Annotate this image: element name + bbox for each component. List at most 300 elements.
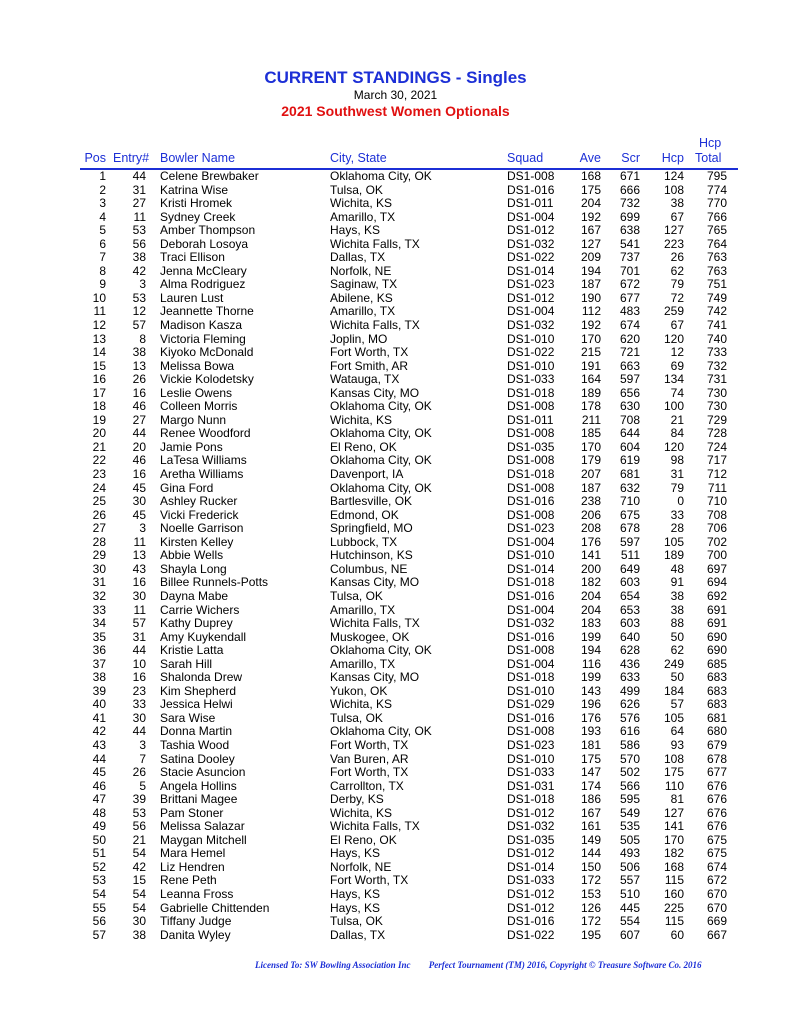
entry-cell: 53 [132,290,146,305]
entry-cell: 42 [132,263,146,278]
bowler-name-cell: Kirsten Kelley [160,534,234,549]
squad-cell: DS1-029 [507,697,555,712]
city-state-cell: Amarillo, TX [330,209,396,224]
entry-cell: 23 [132,683,146,698]
handicap-cell: 160 [663,886,684,901]
entry-cell: 11 [133,209,146,224]
bowler-name-cell: Gabrielle Chittenden [160,900,270,915]
squad-cell: DS1-008 [507,169,555,183]
average-cell: 207 [580,467,601,482]
hcp-total-cell: 678 [706,751,727,766]
entry-cell: 11 [133,534,146,549]
hcp-total-cell: 731 [706,372,727,387]
scratch-cell: 671 [619,169,640,183]
squad-cell: DS1-016 [507,710,555,725]
hcp-total-cell: 749 [706,290,727,305]
bowler-name-cell: Satina Dooley [160,751,235,766]
squad-cell: DS1-010 [507,548,555,563]
bowler-name-cell: Rene Peth [160,873,217,888]
handicap-cell: 69 [670,358,684,373]
squad-cell: DS1-018 [507,467,555,482]
pos-cell: 12 [92,318,106,333]
pos-cell: 24 [92,480,106,495]
squad-cell: DS1-016 [507,494,555,509]
squad-cell: DS1-004 [507,602,555,617]
table-row [0,590,791,604]
average-cell: 187 [580,277,601,292]
average-cell: 176 [580,710,601,725]
average-cell: 172 [580,873,601,888]
bowler-name-cell: Melissa Salazar [160,819,245,834]
scratch-cell: 607 [619,927,640,942]
city-state-cell: Lubbock, TX [330,534,398,549]
scratch-cell: 620 [619,331,640,346]
average-cell: 192 [580,318,601,333]
bowler-name-cell: Tiffany Judge [160,914,232,929]
bowler-name-cell: Lauren Lust [160,290,224,305]
table-row [0,793,791,807]
entry-cell: 20 [132,439,146,454]
average-cell: 174 [580,778,601,793]
squad-cell: DS1-012 [507,900,555,915]
scratch-cell: 630 [619,399,640,414]
pos-cell: 19 [92,412,106,427]
entry-cell: 57 [132,616,146,631]
average-cell: 194 [580,263,601,278]
col-header-total-top: Hcp [699,136,722,150]
bowler-name-cell: Gina Ford [160,480,214,495]
average-cell: 170 [580,439,601,454]
table-row [0,292,791,306]
entry-cell: 10 [132,656,146,671]
scratch-cell: 603 [619,616,640,631]
event-name: 2021 Southwest Women Optionals [281,103,510,119]
col-header-total-label: Total [695,151,722,165]
scratch-cell: 678 [619,521,640,536]
table-row [0,211,791,225]
handicap-cell: 74 [670,385,684,400]
squad-cell: DS1-004 [507,534,555,549]
bowler-name-cell: Shalonda Drew [160,670,243,685]
average-cell: 191 [580,358,601,373]
scratch-cell: 541 [619,236,640,251]
pos-cell: 33 [92,602,106,617]
hcp-total-cell: 675 [706,846,727,861]
scratch-cell: 632 [619,480,640,495]
scratch-cell: 597 [619,372,640,387]
city-state-cell: Tulsa, OK [330,588,383,603]
entry-cell: 33 [132,697,146,712]
squad-cell: DS1-008 [507,453,555,468]
squad-cell: DS1-004 [507,656,555,671]
city-state-cell: Davenport, IA [330,467,404,482]
average-cell: 238 [580,494,601,509]
squad-cell: DS1-035 [507,439,555,454]
report-header [0,68,791,120]
hcp-total-cell: 702 [706,534,727,549]
bowler-name-cell: Abbie Wells [160,548,224,563]
table-row [0,902,791,916]
scratch-cell: 708 [619,412,640,427]
hcp-total-cell: 677 [706,765,727,780]
table-row [0,495,791,509]
squad-cell: DS1-023 [507,737,555,752]
handicap-cell: 33 [670,507,684,522]
average-cell: 161 [580,819,601,834]
table-row [0,373,791,387]
squad-cell: DS1-032 [507,318,555,333]
pos-cell: 37 [92,656,106,671]
entry-cell: 39 [132,792,146,807]
pos-cell: 13 [92,331,106,346]
table-row [0,360,791,374]
bowler-name-cell: Shayla Long [160,561,227,576]
city-state-cell: Oklahoma City, OK [330,453,432,468]
hcp-total-cell: 679 [706,737,727,752]
squad-cell: DS1-010 [507,331,555,346]
hcp-total-cell: 667 [706,927,727,942]
entry-cell: 16 [132,467,146,482]
handicap-cell: 182 [663,846,684,861]
pos-cell: 46 [92,778,106,793]
entry-cell: 27 [132,196,146,211]
scratch-cell: 710 [619,494,640,509]
city-state-cell: Derby, KS [330,792,384,807]
scratch-cell: 597 [619,534,640,549]
table-row [0,576,791,590]
squad-cell: DS1-008 [507,643,555,658]
average-cell: 195 [580,927,601,942]
hcp-total-cell: 729 [706,412,727,427]
scratch-cell: 656 [619,385,640,400]
squad-cell: DS1-033 [507,873,555,888]
squad-cell: DS1-032 [507,236,555,251]
bowler-name-cell: Deborah Losoya [160,236,249,251]
city-state-cell: Fort Worth, TX [330,765,409,780]
city-state-cell: Watauga, TX [330,372,400,387]
hcp-total-cell: 676 [706,805,727,820]
hcp-total-cell: 708 [706,507,727,522]
table-row [0,698,791,712]
scratch-cell: 721 [619,345,640,360]
handicap-cell: 88 [670,616,684,631]
table-row [0,739,791,753]
pos-cell: 35 [92,629,106,644]
pos-cell: 53 [92,873,106,888]
city-state-cell: Joplin, MO [330,331,388,346]
pos-cell: 21 [92,439,106,454]
entry-cell: 56 [132,236,146,251]
table-row [0,197,791,211]
scratch-cell: 483 [619,304,640,319]
table-row [0,509,791,523]
entry-cell: 56 [132,819,146,834]
hcp-total-cell: 691 [706,602,727,617]
bowler-name-cell: Danita Wyley [160,927,231,942]
handicap-cell: 79 [670,480,684,495]
average-cell: 206 [580,507,601,522]
entry-cell: 42 [132,859,146,874]
table-row [0,427,791,441]
entry-cell: 38 [132,927,146,942]
city-state-cell: Oklahoma City, OK [330,399,432,414]
handicap-cell: 249 [663,656,684,671]
city-state-cell: Wichita Falls, TX [330,819,420,834]
handicap-cell: 64 [670,724,684,739]
hcp-total-cell: 676 [706,792,727,807]
average-cell: 196 [580,697,601,712]
handicap-cell: 127 [663,805,684,820]
city-state-cell: Saginaw, TX [330,277,398,292]
table-row [0,170,791,184]
entry-cell: 15 [132,873,146,888]
handicap-cell: 62 [670,263,684,278]
hcp-total-cell: 683 [706,670,727,685]
squad-cell: DS1-008 [507,507,555,522]
average-cell: 209 [580,250,601,265]
pos-cell: 14 [92,345,106,360]
squad-cell: DS1-022 [507,250,555,265]
entry-cell: 44 [132,426,146,441]
squad-cell: DS1-031 [507,778,555,793]
bowler-name-cell: Sydney Creek [160,209,236,224]
pos-cell: 8 [99,263,106,278]
bowler-name-cell: Melissa Bowa [160,358,235,373]
scratch-cell: 640 [619,629,640,644]
pos-cell: 4 [99,209,106,224]
scratch-cell: 445 [619,900,640,915]
hcp-total-cell: 690 [706,643,727,658]
bowler-name-cell: Noelle Garrison [160,521,244,536]
average-cell: 199 [580,670,601,685]
handicap-cell: 110 [664,778,684,793]
average-cell: 181 [580,737,601,752]
squad-cell: DS1-008 [507,426,555,441]
scratch-cell: 675 [619,507,640,522]
pos-cell: 39 [92,683,106,698]
table-row [0,780,791,794]
average-cell: 186 [580,792,601,807]
hcp-total-cell: 681 [706,710,727,725]
table-row [0,644,791,658]
squad-cell: DS1-032 [507,616,555,631]
bowler-name-cell: Maygan Mitchell [160,832,247,847]
table-row [0,265,791,279]
table-row [0,753,791,767]
entry-cell: 16 [132,385,146,400]
average-cell: 179 [580,453,601,468]
handicap-cell: 62 [670,643,684,658]
footer [255,960,702,970]
city-state-cell: Oklahoma City, OK [330,724,432,739]
table-row [0,834,791,848]
handicap-cell: 100 [663,399,684,414]
table-row [0,468,791,482]
hcp-total-cell: 680 [706,724,727,739]
hcp-total-cell: 706 [706,521,727,536]
average-cell: 150 [580,859,601,874]
entry-cell: 26 [132,372,146,387]
squad-cell: DS1-016 [507,914,555,929]
scratch-cell: 699 [619,209,640,224]
bowler-name-cell: Margo Nunn [160,412,227,427]
average-cell: 193 [580,724,601,739]
table-row [0,278,791,292]
entry-cell: 26 [132,765,146,780]
hcp-total-cell: 751 [706,277,727,292]
bowler-name-cell: Renee Woodford [160,426,251,441]
city-state-cell: Columbus, NE [330,561,408,576]
squad-cell: DS1-012 [507,805,555,820]
hcp-total-cell: 685 [706,656,727,671]
hcp-total-cell: 733 [706,345,727,360]
bowler-name-cell: LaTesa Williams [160,453,247,468]
col-header-entry: Entry# [113,151,150,165]
pos-cell: 27 [92,521,106,536]
entry-cell: 7 [139,751,146,766]
squad-cell: DS1-012 [507,886,555,901]
bowler-name-cell: Colleen Morris [160,399,238,414]
table-row [0,820,791,834]
scratch-cell: 502 [619,765,640,780]
handicap-cell: 67 [670,209,684,224]
squad-cell: DS1-016 [507,182,555,197]
handicap-cell: 175 [663,765,684,780]
table-row [0,387,791,401]
squad-cell: DS1-023 [507,277,555,292]
scratch-cell: 644 [619,426,640,441]
handicap-cell: 115 [664,873,684,888]
squad-cell: DS1-008 [507,724,555,739]
city-state-cell: Muskogee, OK [330,629,410,644]
squad-cell: DS1-010 [507,751,555,766]
squad-cell: DS1-035 [507,832,555,847]
city-state-cell: Fort Worth, TX [330,873,409,888]
handicap-cell: 120 [663,331,684,346]
scratch-cell: 672 [619,277,640,292]
scratch-cell: 436 [619,656,640,671]
entry-cell: 46 [132,399,146,414]
pos-cell: 15 [92,358,106,373]
squad-cell: DS1-022 [507,927,555,942]
scratch-cell: 493 [619,846,640,861]
average-cell: 204 [580,588,601,603]
entry-cell: 57 [132,318,146,333]
handicap-cell: 105 [663,534,684,549]
pos-cell: 16 [92,372,106,387]
handicap-cell: 60 [670,927,684,942]
squad-cell: DS1-011 [507,412,554,427]
scratch-cell: 499 [619,683,640,698]
entry-cell: 11 [133,602,146,617]
handicap-cell: 225 [663,900,684,915]
handicap-cell: 57 [670,697,684,712]
city-state-cell: Oklahoma City, OK [330,169,432,183]
average-cell: 199 [580,629,601,644]
pos-cell: 32 [92,588,106,603]
entry-cell: 45 [132,480,146,495]
city-state-cell: Kansas City, MO [330,670,420,685]
hcp-total-cell: 690 [706,629,727,644]
bowler-name-cell: Kim Shepherd [160,683,237,698]
table-row [0,631,791,645]
handicap-cell: 38 [670,602,684,617]
city-state-cell: Hays, KS [330,886,381,901]
average-cell: 176 [580,534,601,549]
city-state-cell: Oklahoma City, OK [330,480,432,495]
pos-cell: 43 [92,737,106,752]
pos-cell: 29 [92,548,106,563]
pos-cell: 6 [99,236,106,251]
table-row [0,563,791,577]
table-row [0,725,791,739]
squad-cell: DS1-014 [507,859,555,874]
pos-cell: 7 [99,250,106,265]
scratch-cell: 701 [619,263,640,278]
average-cell: 208 [580,521,601,536]
squad-cell: DS1-010 [507,683,555,698]
average-cell: 183 [580,616,601,631]
scratch-cell: 595 [619,792,640,807]
pos-cell: 51 [92,846,106,861]
bowler-name-cell: Jeannette Thorne [160,304,254,319]
squad-cell: DS1-010 [507,358,555,373]
handicap-cell: 48 [670,561,684,576]
hcp-total-cell: 691 [706,616,727,631]
entry-cell: 3 [139,521,146,536]
scratch-cell: 681 [619,467,640,482]
hcp-total-cell: 764 [706,236,727,251]
bowler-name-cell: Jenna McCleary [160,263,247,278]
average-cell: 189 [580,385,601,400]
squad-cell: DS1-023 [507,521,555,536]
bowler-name-cell: Carrie Wichers [160,602,240,617]
handicap-cell: 28 [670,521,684,536]
handicap-cell: 168 [663,859,684,874]
bowler-name-cell: Amy Kuykendall [160,629,247,644]
scratch-cell: 619 [619,453,640,468]
average-cell: 192 [580,209,601,224]
city-state-cell: Fort Worth, TX [330,345,409,360]
city-state-cell: Kansas City, MO [330,575,420,590]
squad-cell: DS1-004 [507,304,555,319]
city-state-cell: Van Buren, AR [330,751,409,766]
handicap-cell: 26 [670,250,684,265]
handicap-cell: 259 [663,304,684,319]
hcp-total-cell: 700 [706,548,727,563]
average-cell: 116 [581,656,601,671]
scratch-cell: 628 [619,643,640,658]
pos-cell: 56 [92,914,106,929]
scratch-cell: 663 [619,358,640,373]
table-header [0,137,791,167]
entry-cell: 45 [132,507,146,522]
average-cell: 175 [580,182,601,197]
handicap-cell: 38 [670,588,684,603]
pos-cell: 49 [92,819,106,834]
table-row [0,536,791,550]
city-state-cell: Abilene, KS [330,290,393,305]
city-state-cell: Dallas, TX [330,250,386,265]
hcp-total-cell: 670 [706,886,727,901]
entry-cell: 3 [139,277,146,292]
handicap-cell: 120 [663,439,684,454]
average-cell: 167 [580,805,601,820]
bowler-name-cell: Madison Kasza [160,318,243,333]
bowler-name-cell: Aretha Williams [160,467,244,482]
col-header-squad: Squad [507,151,544,165]
table-row [0,238,791,252]
